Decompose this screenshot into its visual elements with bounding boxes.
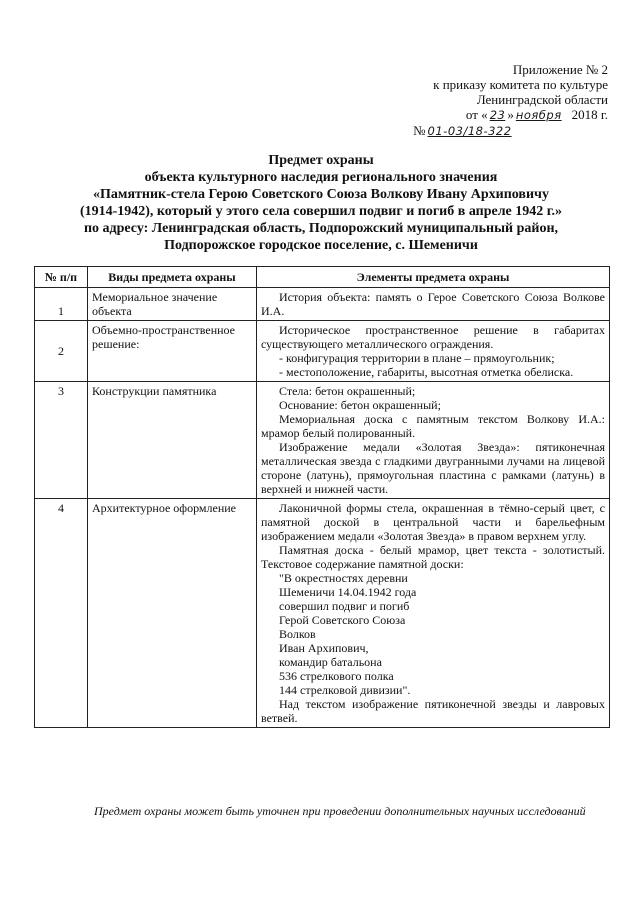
table-row: 3 Конструкции памятника Стела: бетон окрашенный; Основание: бетон окрашенный; Мемориальная доска с памятным текстом Волкову И.А.: мрамор белый полированный. Изображение медали «Золотая Звезда»: пятиконечная металлическая звезда с гладкими двугранными лучами на лицевой стороне (латунь), прямоугольная пластина с рамками (латунь) в верхней и нижней части. xyxy=(35,382,610,499)
handwritten-number: 01-03/18-322 xyxy=(427,124,512,138)
order-number: № 01-03/18-322 xyxy=(413,123,512,138)
table-row: 4 Архитектурное оформление Лаконичной формы стела, окрашенная в тёмно-серый цвет, с памятной доской в центральной части и барельефным изображением медали «Золотая Звезда» в правом верхнем углу. Памятная доска - белый мрамор, цвет текста - золотистый. Текстовое содержание памятной доски: "В окрестностях деревни Шеменичи 14.04.1942 года совершил подвиг и погиб Герой Советского Союза Волков Иван Архипович, командир батальона 536 стрелкового полка 144 стрелковой дивизии". Над текстом изображение пятиконечной звезды и лавровых ветвей. xyxy=(35,499,610,728)
title-line-4: (1914-1942), который у этого села совершил подвиг и погиб в апреле 1942 г.» xyxy=(79,204,563,219)
committee-region: Ленинградской области xyxy=(476,92,608,107)
title-line-6: Подпорожское городское поселение, с. Шеменичи xyxy=(164,238,478,253)
title-line-2: объекта культурного наследия регионального значения xyxy=(144,170,498,185)
handwritten-month: ноября xyxy=(515,108,562,122)
footer-note: Предмет охраны может быть уточнен при проведении дополнительных научных исследований xyxy=(94,804,586,818)
col-header-kind: Виды предмета охраны xyxy=(88,267,257,288)
protection-table xyxy=(34,266,610,728)
appendix-number: Приложение № 2 xyxy=(512,62,608,77)
table-header-row xyxy=(35,267,610,288)
col-header-num: № п/п xyxy=(35,267,88,288)
appendix-header xyxy=(413,62,608,139)
col-header-elements: Элементы предмета охраны xyxy=(257,267,610,288)
title-line-1: Предмет охраны xyxy=(268,153,374,168)
order-reference: к приказу комитета по культуре xyxy=(433,77,608,92)
table-row: 2 Объемно-пространственное решение: Историческое пространственное решение в габаритах существующего металлического ограждения. - конфигурация территории в плане – прямоугольник; - местоположение, габариты, высотная отметка обелиска. xyxy=(35,321,610,382)
table-row: 1 Мемориальное значение объекта История объекта: память о Герое Советского Союза Волкове И.А. xyxy=(35,288,610,321)
order-date: от « 23 » ноября 2018 г. xyxy=(465,107,608,122)
document-title xyxy=(40,152,602,254)
handwritten-day: 23 xyxy=(489,108,506,122)
title-line-5: по адресу: Ленинградская область, Подпорожский муниципальный район, xyxy=(83,221,559,236)
title-line-3: «Памятник-стела Герою Советского Союза Волкову Ивану Архиповичу xyxy=(93,187,549,202)
